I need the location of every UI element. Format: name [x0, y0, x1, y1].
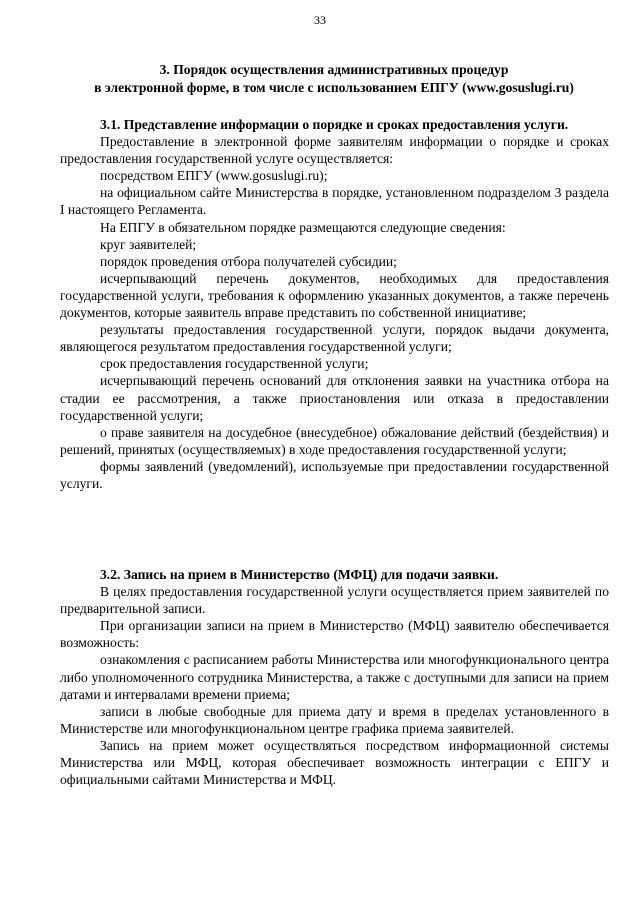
- paragraph: о праве заявителя на досудебное (внесудебное) обжалование действий (бездействия) и решений, принятых (осуществляемых) в ходе предоставления государственной услуги;: [60, 424, 609, 457]
- paragraph: срок предоставления государственной услуги;: [100, 356, 369, 372]
- paragraph: исчерпывающий перечень документов, необходимых для предоставления государственной услуги, требования к оформлению указанных документов, а также перечень документов, которые заявитель вправе представить по собственной инициативе;: [60, 270, 609, 321]
- subsection-heading: 3.1. Представление информации о порядке и сроках предоставления услуги.: [100, 117, 569, 132]
- paragraph: При организации записи на прием в Министерство (МФЦ) заявителю обеспечивается возможность:: [60, 618, 609, 651]
- subsection-3-2: [60, 566, 609, 788]
- section-heading-line: 3. Порядок осуществления административных процедур: [159, 62, 509, 77]
- section-heading-line: в электронной форме, в том числе с использованием ЕПГУ (www.gosuslugi.ru): [94, 80, 574, 95]
- paragraph: порядок проведения отбора получателей субсидии;: [100, 253, 397, 269]
- paragraph: круг заявителей;: [100, 236, 197, 252]
- paragraph: результаты предоставления государственной услуги, порядок выдачи документа, являющегося результатом предоставления государственной услуги;: [60, 322, 609, 355]
- paragraph: формы заявлений (уведомлений), используемые при предоставлении государственной услуги.: [60, 458, 609, 491]
- subsection-heading: 3.2. Запись на прием в Министерство (МФЦ) для подачи заявки.: [100, 567, 499, 582]
- paragraph: В целях предоставления государственной услуги осуществляется прием заявителей по предварительной записи.: [60, 584, 609, 617]
- paragraph: На ЕПГУ в обязательном порядке размещаются следующие сведения:: [100, 219, 506, 235]
- paragraph: исчерпывающий перечень оснований для отклонения заявки на участника отбора на стадии ее рассмотрения, а также приостановления или отказа в предоставлении государственной услуги;: [60, 373, 609, 423]
- section-heading: [60, 61, 608, 97]
- paragraph: ознакомления с расписанием работы Министерства или многофункционального центра либо уполномоченного сотрудника Министерства, а также с доступными для записи на прием датами и интервалами времени приема;: [60, 652, 609, 702]
- paragraph: записи в любые свободные для приема дату и время в пределах установленного в Министерстве или многофункциональном центре графика приема заявителей.: [60, 703, 609, 736]
- subsection-3-1: [60, 116, 609, 492]
- paragraph: Предоставление в электронной форме заявителям информации о порядке и сроках предоставления государственной услуге осуществляется:: [60, 134, 609, 167]
- page-number: 33: [314, 13, 326, 27]
- paragraph: Запись на прием может осуществляться посредством информационной системы Министерства или МФЦ, которая обеспечивает возможность интеграции с ЕПГУ и официальными сайтами Министерства и МФЦ.: [60, 737, 609, 788]
- paragraph: на официальном сайте Министерства в порядке, установленном подразделом 3 раздела I настоящего Регламента.: [60, 185, 609, 218]
- paragraph: посредством ЕПГУ (www.gosuslugi.ru);: [100, 168, 328, 184]
